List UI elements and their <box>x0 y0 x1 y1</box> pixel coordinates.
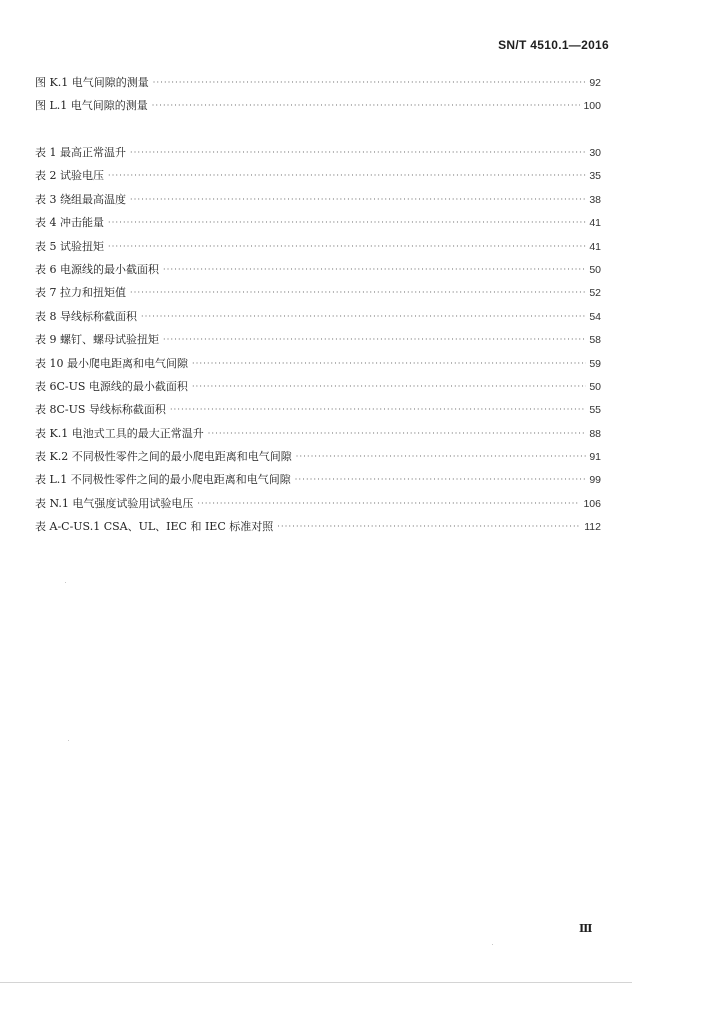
toc-entry-label: 表 K.2 不同极性零件之间的最小爬电距离和电气间隙 <box>35 450 292 464</box>
toc-entry-page: 92 <box>589 77 601 89</box>
page-bottom-rule <box>0 982 632 983</box>
dot-leader <box>295 475 587 484</box>
toc-entry-label: 表 L.1 不同极性零件之间的最小爬电距离和电气间隙 <box>35 473 291 487</box>
toc-entry-page: 88 <box>589 427 601 440</box>
document-identifier: SN/T 4510.1—2016 <box>498 38 609 52</box>
toc-entry-label: 表 K.1 电池式工具的最大正常温升 <box>35 426 204 440</box>
toc-entry-page: 59 <box>589 357 601 370</box>
toc-entry-page: 41 <box>589 217 601 230</box>
toc-entry-table[interactable] <box>35 378 601 401</box>
dot-leader <box>108 218 586 227</box>
toc-entry-page: 52 <box>589 287 601 300</box>
toc-entry-page: 106 <box>583 497 601 510</box>
toc-entry-label: 表 8C-US 导线标称截面积 <box>35 403 166 417</box>
toc-entry-table[interactable] <box>35 191 601 214</box>
dot-leader <box>130 148 586 157</box>
toc-entry-table[interactable] <box>35 518 601 541</box>
toc-entry-label: 表 4 冲击能量 <box>35 216 104 230</box>
toc-entry-page: 112 <box>584 521 601 534</box>
toc-entry-table[interactable] <box>35 167 601 190</box>
dot-leader <box>197 499 580 508</box>
toc-entry-label: 图 K.1 电气间隙的测量 <box>35 76 149 89</box>
toc-entry-table[interactable] <box>35 425 601 448</box>
toc-entry-label: 表 2 试验电压 <box>35 169 104 183</box>
toc-entry-table[interactable] <box>35 401 601 424</box>
toc-entry-label: 表 6C-US 电源线的最小截面积 <box>35 379 188 393</box>
dot-leader <box>163 335 586 344</box>
dot-leader <box>277 522 581 531</box>
dot-leader <box>163 265 586 274</box>
table-list <box>35 144 601 542</box>
toc-entry-page: 38 <box>589 193 601 206</box>
dot-leader <box>108 171 586 180</box>
toc-entry-page: 55 <box>589 404 601 417</box>
toc-entry-table[interactable] <box>35 308 601 331</box>
scan-speck <box>492 944 493 945</box>
toc-entry-page: 54 <box>589 310 601 323</box>
toc-entry-label: 表 10 最小爬电距离和电气间隙 <box>35 356 188 370</box>
toc-entry-table[interactable] <box>35 495 601 518</box>
dot-leader <box>130 195 586 204</box>
toc-entry-label: 表 7 拉力和扭矩值 <box>35 286 126 300</box>
scan-speck <box>65 582 66 583</box>
dot-leader <box>108 242 586 251</box>
dot-leader <box>170 405 586 414</box>
toc-entry-page: 50 <box>589 263 601 276</box>
toc-entry-table[interactable] <box>35 261 601 284</box>
toc-entry-label: 表 N.1 电气强度试验用试验电压 <box>35 496 194 510</box>
dot-leader <box>152 101 581 110</box>
toc-entry-page: 35 <box>589 170 601 183</box>
toc-entry-label: 表 5 试验扭矩 <box>35 239 104 253</box>
toc-entry-page: 30 <box>589 147 601 159</box>
toc-entry-page: 50 <box>589 380 601 393</box>
toc-entry-figure[interactable] <box>35 74 601 97</box>
toc-entry-label: 表 9 螺钉、螺母试验扭矩 <box>35 333 159 347</box>
toc-entry-label: 表 1 最高正常温升 <box>35 146 126 159</box>
toc-entry-table[interactable] <box>35 238 601 261</box>
toc-entry-page: 41 <box>589 240 601 253</box>
dot-leader <box>296 452 587 461</box>
dot-leader <box>130 288 586 297</box>
toc-entry-table[interactable] <box>35 331 601 354</box>
toc-entry-page: 100 <box>583 100 601 113</box>
toc-entry-table[interactable] <box>35 214 601 237</box>
toc-entry-page: 91 <box>589 451 601 464</box>
toc-entry-figure[interactable] <box>35 97 601 120</box>
dot-leader <box>192 359 586 368</box>
dot-leader <box>208 429 587 438</box>
toc-entry-label: 表 3 绕组最高温度 <box>35 192 126 206</box>
toc-entry-label: 表 A-C-US.1 CSA、UL、IEC 和 IEC 标准对照 <box>35 520 274 534</box>
scan-speck <box>68 740 69 741</box>
toc-entry-table[interactable] <box>35 355 601 378</box>
toc-entry-label: 表 6 电源线的最小截面积 <box>35 262 159 276</box>
toc-entry-table[interactable] <box>35 448 601 471</box>
dot-leader <box>153 78 587 87</box>
toc-entry-table[interactable] <box>35 284 601 307</box>
toc-entry-page: 58 <box>589 334 601 347</box>
toc-entry-label: 表 8 导线标称截面积 <box>35 309 137 323</box>
toc-entry-table[interactable] <box>35 144 601 167</box>
dot-leader <box>141 312 586 321</box>
toc-entry-label: 图 L.1 电气间隙的测量 <box>35 99 148 113</box>
toc-entry-page: 99 <box>589 474 601 487</box>
page-number: Ⅲ <box>579 923 592 935</box>
toc-entry-table[interactable] <box>35 471 601 494</box>
figure-list <box>35 74 601 121</box>
dot-leader <box>192 382 586 391</box>
